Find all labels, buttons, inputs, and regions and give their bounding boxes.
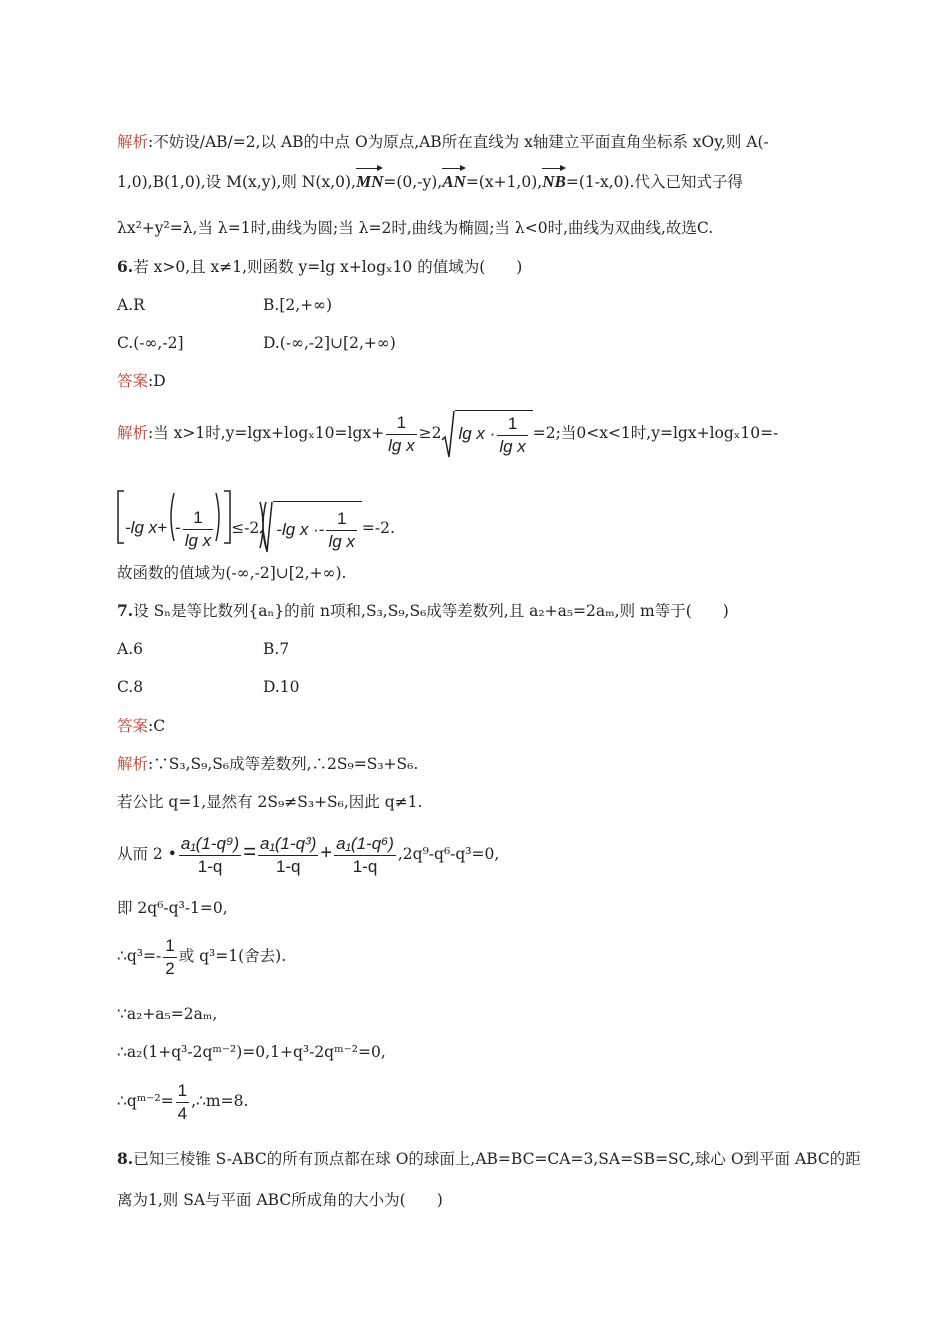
minus-sign: - <box>175 518 181 537</box>
sqrt-text: -lg x · <box>276 519 319 539</box>
fraction <box>163 935 176 980</box>
q5-analysis-text: :不妨设/AB/=2,以 AB的中点 O为原点,AB所在直线为 x轴建立平面直角坐标系 xOy,则 A(- <box>148 133 769 151</box>
fraction-numerator: a₁(1-q⁹) <box>179 833 241 856</box>
q7-analysis-1 <box>117 753 418 775</box>
question-number: 7. <box>117 601 134 620</box>
fraction-denominator: 2 <box>165 958 175 978</box>
fraction-denominator: lg x <box>328 531 355 551</box>
q7-m-text-b: ,∴m=8. <box>191 1092 249 1110</box>
q5-analysis-text-2c: =(x+1,0), <box>465 173 543 191</box>
q7-line-a2: ∵a₂+a₅=2aₘ, <box>117 1005 218 1023</box>
q7-line-q: 若公比 q=1,显然有 2S₉≠S₃+S₆,因此 q≠1. <box>117 793 423 811</box>
analysis-label: 解析 <box>117 755 149 773</box>
q6-analysis-line-1 <box>117 410 778 458</box>
q6-answer <box>117 370 166 392</box>
q7-option-b: B.7 <box>263 640 290 658</box>
analysis-label: 解析 <box>117 133 149 151</box>
equals-sign: = <box>243 839 257 864</box>
q7-analysis-text: :∵S₃,S₉,S₆成等差数列,∴2S₉=S₃+S₆. <box>148 755 419 773</box>
vector-mn: MN <box>355 172 384 191</box>
left-paren <box>167 492 175 566</box>
q6-line2-text-d: =-2. <box>361 519 395 537</box>
q7-stem <box>117 600 729 622</box>
square-root <box>259 501 362 558</box>
q7-from-prefix: 从而 2 • <box>117 845 177 863</box>
q7-q3-text-a: ∴q³=- <box>117 947 162 965</box>
q6-conclusion: 故函数的值域为(-∞,-2]∪[2,+∞). <box>117 564 347 582</box>
fraction-denominator: 1-q <box>197 856 223 876</box>
q7-equation-line <box>117 827 499 879</box>
question-number: 8. <box>117 1149 134 1168</box>
fraction <box>326 508 356 553</box>
fraction-denominator: lg x <box>499 436 526 456</box>
fraction-numerator: 1 <box>176 1080 189 1103</box>
q6-option-d: D.(-∞,-2]∪[2,+∞) <box>263 334 396 352</box>
q5-analysis-line-2 <box>117 171 743 193</box>
fraction-numerator: 1 <box>497 413 527 436</box>
fraction <box>334 833 396 878</box>
q7-m-text-a: ∴qᵐ⁻²= <box>117 1092 174 1110</box>
fraction-numerator: a₁(1-q⁶) <box>334 833 396 856</box>
fraction-denominator: 4 <box>177 1103 188 1123</box>
fraction-numerator: 1 <box>183 507 213 530</box>
q7-option-c: C.8 <box>117 678 144 696</box>
fraction <box>176 1080 189 1125</box>
right-paren <box>215 492 223 566</box>
left-bracket <box>117 490 125 568</box>
minus-sign: - <box>318 519 325 539</box>
q6-option-b: B.[2,+∞) <box>263 296 333 314</box>
fraction <box>497 413 527 458</box>
q6-option-c: C.(-∞,-2] <box>117 334 184 352</box>
q6-stem-text: 若 x>0,且 x≠1,则函数 y=lg x+logₓ10 的值域为( ) <box>133 258 523 276</box>
q6-analysis-text-b: ≥2 <box>418 424 442 442</box>
answer-label: 答案 <box>117 372 149 390</box>
q5-analysis-text-2d: =(1-x,0).代入已知式子得 <box>565 173 743 191</box>
fraction-denominator: 1-q <box>275 856 301 876</box>
fraction <box>179 833 241 878</box>
fraction <box>183 507 213 552</box>
q7-q3-text-b: 或 q³=1(舍去). <box>178 947 287 965</box>
q7-option-d: D.10 <box>263 678 300 696</box>
q6-stem <box>117 256 522 278</box>
vector-an: AN <box>442 172 466 191</box>
question-number: 6. <box>117 257 134 276</box>
q6-analysis-line-2 <box>117 490 395 568</box>
fraction-denominator: lg x <box>184 530 212 550</box>
q5-analysis-line-3: λx²+y²=λ,当 λ=1时,曲线为圆;当 λ=2时,曲线为椭圆;当 λ<0时,曲线为双曲线,故选C. <box>117 219 714 237</box>
q6-answer-value: :D <box>148 372 166 390</box>
q6-line2-text-a: -lg x+ <box>125 518 168 537</box>
q8-stem-line-1 <box>117 1148 861 1170</box>
q7-line-m <box>117 1077 248 1125</box>
fraction <box>386 412 416 457</box>
q7-line-q3 <box>117 932 286 980</box>
q6-analysis-text-a: :当 x>1时,y=lgx+logₓ10=lgx+ <box>148 424 385 442</box>
sqrt-text: lg x · <box>458 424 496 444</box>
fraction-numerator: 1 <box>386 412 416 435</box>
fraction-denominator: lg x <box>388 435 415 455</box>
plus-sign: + <box>320 842 333 864</box>
answer-label: 答案 <box>117 717 149 735</box>
fraction-denominator: 1-q <box>352 856 378 876</box>
q7-from-suffix: ,2q⁹-q⁶-q³=0, <box>397 845 500 863</box>
right-bracket <box>223 490 231 568</box>
q6-option-a: A.R <box>117 296 145 314</box>
fraction-numerator: a₁(1-q³) <box>258 833 318 856</box>
q5-analysis-line-1 <box>117 131 769 153</box>
q6-line2-text-b: ≤-2 <box>231 519 260 537</box>
fraction <box>258 833 318 878</box>
analysis-label: 解析 <box>117 424 149 442</box>
q7-stem-text: 设 Sₙ是等比数列{aₙ}的前 n项和,S₃,S₉,S₆成等差数列,且 a₂+a₅=2aₘ,则 m等于( ) <box>133 602 729 620</box>
q7-line-ji: 即 2q⁶-q³-1=0, <box>117 899 228 917</box>
q5-analysis-text-2a: 1,0),B(1,0),设 M(x,y),则 N(x,0), <box>117 173 356 191</box>
q7-option-a: A.6 <box>117 640 143 658</box>
q8-stem-line-2: 离为1,则 SA与平面 ABC所成角的大小为( ) <box>117 1191 443 1209</box>
square-root <box>441 410 532 457</box>
vector-nb: NB <box>542 172 566 191</box>
fraction-numerator: 1 <box>163 935 176 958</box>
q5-analysis-text-2b: =(0,-y), <box>383 173 443 191</box>
q6-analysis-text-c: =2;当0<x<1时,y=lgx+logₓ10=- <box>532 424 779 442</box>
q8-stem-text-1: 已知三棱锥 S-ABC的所有顶点都在球 O的球面上,AB=BC=CA=3,SA=SB=SC,球心 O到平面 ABC的距 <box>133 1150 861 1168</box>
q7-answer <box>117 715 165 737</box>
fraction-numerator: 1 <box>326 508 356 531</box>
q7-answer-value: :C <box>148 717 166 735</box>
q7-line-a2b: ∴a₂(1+q³-2qᵐ⁻²)=0,1+q³-2qᵐ⁻²=0, <box>117 1043 386 1061</box>
